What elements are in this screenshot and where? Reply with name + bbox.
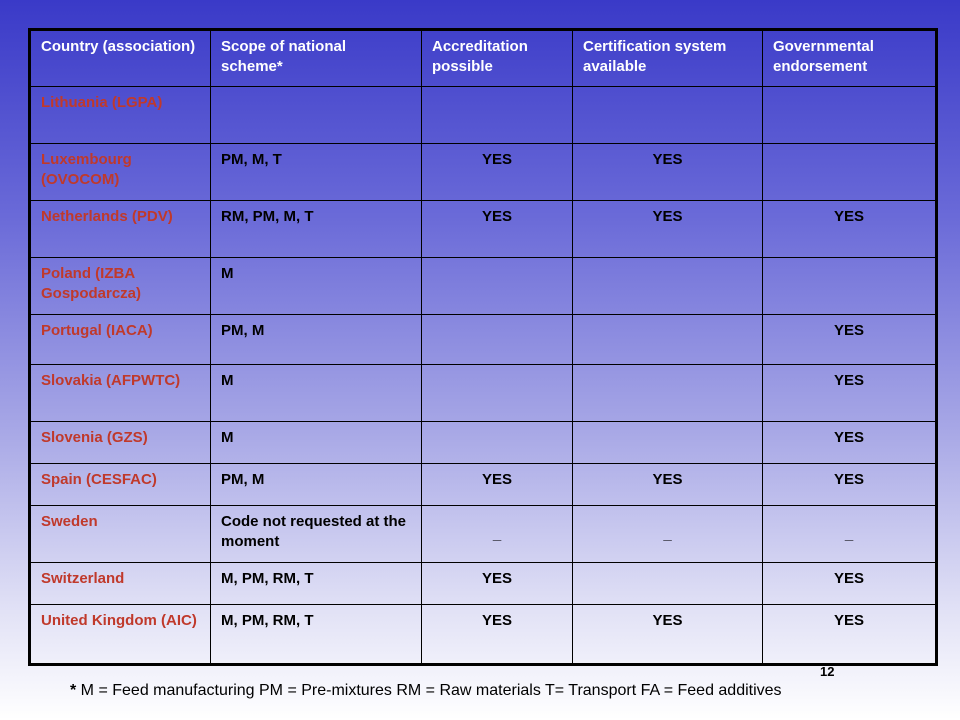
scope-cell: M, PM, RM, T xyxy=(211,605,422,665)
scope-cell: M xyxy=(211,422,422,464)
accreditation-cell xyxy=(422,315,573,365)
scope-cell xyxy=(211,87,422,144)
header-endorsement: Governmental endorsement xyxy=(763,30,937,87)
country-cell: Switzerland xyxy=(30,563,211,605)
country-cell: Spain (CESFAC) xyxy=(30,464,211,506)
certification-cell: YES xyxy=(573,605,763,665)
scope-cell: PM, M, T xyxy=(211,144,422,201)
certification-cell xyxy=(573,422,763,464)
table-row xyxy=(30,464,937,506)
certification-cell xyxy=(573,258,763,315)
table-row xyxy=(30,87,937,144)
table-row xyxy=(30,201,937,258)
country-cell: Portugal (IACA) xyxy=(30,315,211,365)
table-row xyxy=(30,315,937,365)
accreditation-cell: YES xyxy=(422,464,573,506)
accreditation-cell: YES xyxy=(422,144,573,201)
country-cell: Sweden xyxy=(30,506,211,563)
accreditation-cell xyxy=(422,87,573,144)
endorsement-cell: YES xyxy=(763,563,937,605)
accreditation-cell xyxy=(422,258,573,315)
scope-cell: M xyxy=(211,258,422,315)
table-row xyxy=(30,563,937,605)
table-row xyxy=(30,365,937,422)
country-cell: United Kingdom (AIC) xyxy=(30,605,211,665)
scope-cell: M xyxy=(211,365,422,422)
endorsement-cell xyxy=(763,258,937,315)
country-cell: Slovakia (AFPWTC) xyxy=(30,365,211,422)
endorsement-cell: YES xyxy=(763,605,937,665)
feed-scheme-table xyxy=(28,28,938,666)
accreditation-cell xyxy=(422,365,573,422)
endorsement-cell: YES xyxy=(763,464,937,506)
endorsement-cell: YES xyxy=(763,201,937,258)
certification-cell: YES xyxy=(573,464,763,506)
table-row xyxy=(30,605,937,665)
scope-cell: RM, PM, M, T xyxy=(211,201,422,258)
table-row xyxy=(30,258,937,315)
certification-cell xyxy=(573,315,763,365)
header-scope: Scope of national scheme* xyxy=(211,30,422,87)
endorsement-cell xyxy=(763,144,937,201)
country-cell: Poland (IZBA Gospodarcza) xyxy=(30,258,211,315)
table-row xyxy=(30,144,937,201)
footnote-star: * xyxy=(70,682,77,699)
country-cell: Lithuania (LGPA) xyxy=(30,87,211,144)
accreditation-cell: YES xyxy=(422,563,573,605)
endorsement-cell: YES xyxy=(763,315,937,365)
accreditation-cell: _ xyxy=(422,506,573,563)
certification-cell xyxy=(573,365,763,422)
certification-cell: _ xyxy=(573,506,763,563)
scope-cell: PM, M xyxy=(211,315,422,365)
scope-cell: Code not requested at the moment xyxy=(211,506,422,563)
header-certification: Certification system available xyxy=(573,30,763,87)
certification-cell: YES xyxy=(573,144,763,201)
header-country: Country (association) xyxy=(30,30,211,87)
accreditation-cell: YES xyxy=(422,201,573,258)
endorsement-cell: YES xyxy=(763,365,937,422)
country-cell: Luxembourg (OVOCOM) xyxy=(30,144,211,201)
certification-cell: YES xyxy=(573,201,763,258)
certification-cell xyxy=(573,563,763,605)
header-row xyxy=(30,30,937,87)
page-number: 12 xyxy=(820,664,835,679)
accreditation-cell xyxy=(422,422,573,464)
certification-cell xyxy=(573,87,763,144)
scope-cell: PM, M xyxy=(211,464,422,506)
endorsement-cell: YES xyxy=(763,422,937,464)
country-cell: Netherlands (PDV) xyxy=(30,201,211,258)
endorsement-cell xyxy=(763,87,937,144)
accreditation-cell: YES xyxy=(422,605,573,665)
table-row xyxy=(30,422,937,464)
footnote xyxy=(70,682,782,700)
endorsement-cell: _ xyxy=(763,506,937,563)
footnote-text: M = Feed manufacturing PM = Pre-mixtures RM = Raw materials T= Transport FA = Feed additives xyxy=(76,682,782,699)
header-accreditation: Accreditation possible xyxy=(422,30,573,87)
table-row xyxy=(30,506,937,563)
scope-cell: M, PM, RM, T xyxy=(211,563,422,605)
country-cell: Slovenia (GZS) xyxy=(30,422,211,464)
